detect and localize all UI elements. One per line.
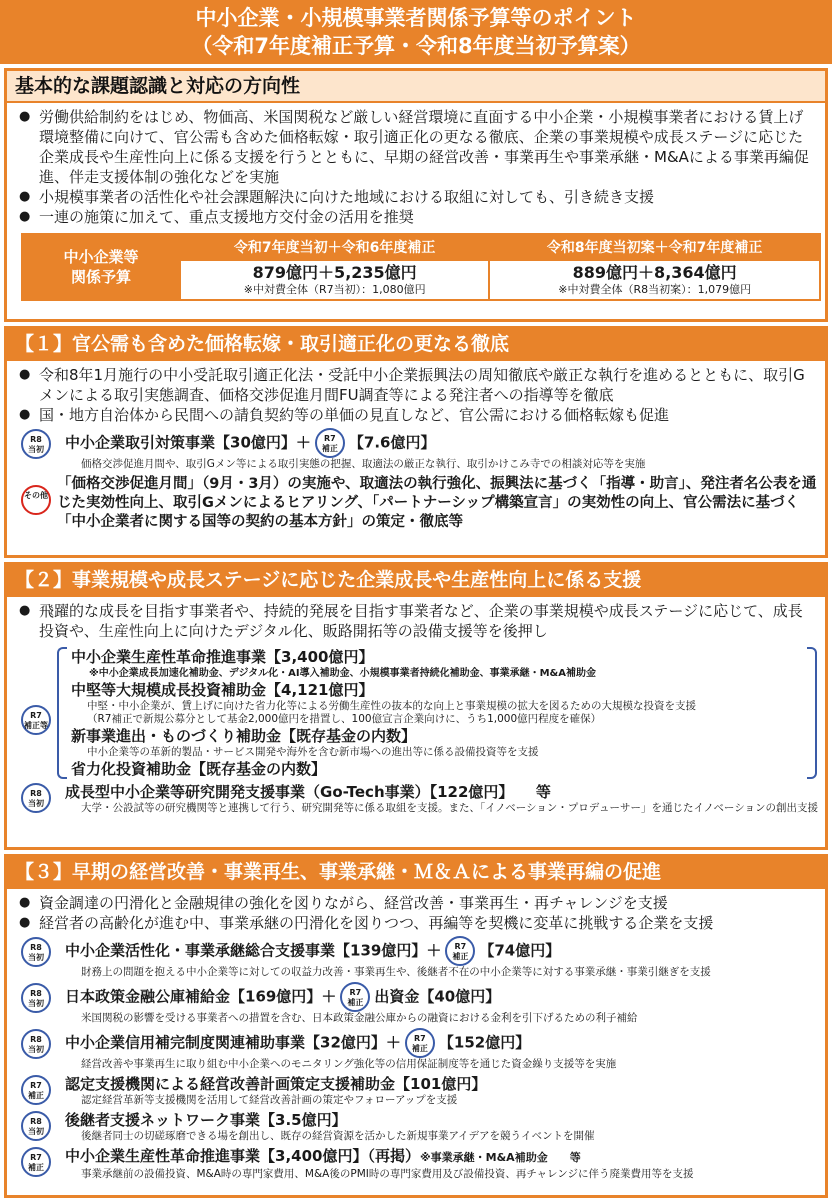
sec1-item-other (17, 475, 817, 532)
sec3-item-2 (17, 982, 817, 1025)
sec3-item-1-title-b: 【74億円】 (479, 941, 561, 960)
budget-col2-note: ※中対費全体（R8当初案）：1,079億円 (558, 283, 752, 296)
sec2-g1-note: ※中小企業成長加速化補助金、デジタル化・AI導入補助金、小規模事業者持続化補助金、事業承継・M&A補助金 (89, 668, 596, 679)
sec2-item-gotech-desc: 大学・公設試等の研究機関等と連携して行う、研究開発等に係る取組を支援。また、「イノベーション・プロデューサー」を通じたイノベーションの創出支援 (81, 802, 818, 814)
r8-badge-l1: R8 (30, 435, 42, 444)
budget-col2-head: 令和8年度当初案＋令和7年度補正 (489, 234, 820, 260)
r8-badge-l2: 当初 (28, 953, 44, 962)
r8-badge-l2: 当初 (28, 1045, 44, 1054)
sec3-item-3-desc: 経営改善や事業再生に取り組む中小企業へのモニタリング強化等の信用保証制度等を通じた資金繰り支援等を実施 (81, 1058, 617, 1070)
r7-badge-l1: R7 (324, 434, 336, 443)
r7-badge (315, 428, 345, 458)
page-title (0, 0, 832, 64)
r7-multi-badge-l1: R7 (30, 711, 42, 720)
budget-col1-head: 令和7年度当初＋令和6年度補正 (180, 234, 489, 260)
r7-badge (340, 982, 370, 1012)
sec2-bracket-group (17, 647, 817, 779)
sec3-item-6-title-main: 中小企業生産性革命推進事業【3,400億円】（再掲） (65, 1147, 420, 1165)
r8-badge (21, 429, 51, 459)
r7-badge-l1: R7 (454, 942, 467, 951)
sec2-item-gotech (17, 782, 817, 815)
budget-col2-cell (489, 260, 820, 300)
budget-col2-amount: 889億円＋8,364億円 (572, 263, 737, 282)
r8-badge-l1: R8 (30, 1035, 42, 1044)
r8-badge (21, 983, 51, 1013)
sec3-item-6-desc: 事業承継前の設備投資、M&A時の専門家費用、M&A後のPMI時の専門家費用及び設備投資、再チャレンジに伴う廃業費用等を支援 (81, 1168, 694, 1180)
sec3-item-6-note: ※事業承継・M&A補助金 等 (419, 1151, 581, 1164)
r7-multi-badge-l2: 補正等 (24, 721, 48, 730)
r7-badge (21, 1147, 51, 1177)
sec3-item-6 (17, 1146, 817, 1181)
r7-badge (405, 1028, 435, 1058)
page-title-line1: 中小企業・小規模事業者関係予算等のポイント (195, 6, 637, 30)
sec2-item-gotech-title: 成長型中小企業等研究開発支援事業（Go-Tech事業）【122億円】 等 (65, 783, 551, 801)
section-2-heading: 【２】事業規模や成長ステージに応じた企業成長や生産性向上に係る支援 (7, 565, 825, 597)
sec3-item-2-title-a: 日本政策金融公庫補給金【169億円】＋ (65, 987, 337, 1006)
budget-col1-amount: 879億円＋5,235億円 (252, 263, 417, 282)
r7-badge-l1: R7 (414, 1034, 426, 1043)
r7-badge-l2: 補正 (28, 1091, 44, 1100)
r8-badge (21, 937, 51, 967)
section-1 (4, 326, 828, 558)
sec2-g3-desc: 中小企業等の革新的製品・サービス開発や海外を含む新市場への進出等に係る設備投資等を支援 (87, 746, 539, 758)
r8-badge-l1: R8 (30, 943, 42, 952)
r7-badge-l2: 補正 (347, 998, 364, 1007)
sec3-item-3-title (65, 1028, 817, 1058)
sec3-item-1-desc: 財務上の問題を抱える中小企業等に対しての収益力改善・事業再生や、後継者不在の中小企業等に対する事業承継・事業引継ぎを支援 (81, 966, 711, 978)
r8-badge-l1: R8 (30, 989, 42, 998)
other-badge-l1: その他 (24, 491, 48, 500)
r7-badge-l2: 補正 (321, 444, 338, 453)
budget-table (21, 233, 821, 301)
basic-bullet-2: ● 小規模事業者の活性化や社会課題解決に向けた地域における取組に対しても、引き続き支援 (17, 187, 817, 207)
sec2-g4-title: 省力化投資補助金【既存基金の内数】 (71, 760, 327, 778)
budget-col1-note: ※中対費全体（R7当初）：1,080億円 (243, 283, 426, 296)
sec2-g2-desc1: 中堅・中小企業が、賃上げに向けた省力化等による労働生産性の抜本的な向上と事業規模の拡大を図るための大規模な投資を支援 (87, 700, 696, 712)
sec3-item-3-title-a: 中小企業信用補完制度関連補助事業【32億円】＋ (65, 1033, 401, 1052)
r8-badge-l2: 当初 (28, 999, 44, 1008)
r8-badge-l1: R8 (30, 1117, 42, 1126)
r8-badge-l2: 当初 (28, 799, 44, 808)
r7-badge (445, 936, 475, 966)
r7-badge-l1: R7 (349, 988, 362, 997)
sec3-item-6-title (65, 1146, 817, 1168)
r7-badge (21, 1075, 51, 1105)
sec1-other-text: 「価格交渉促進月間」（9月・3月）の実施や、取適法の執行強化、振興法に基づく「指導・助言」、発注者名公表を通じた実効性向上、取引Gメンによるヒアリング、「パートナーシップ構築宣言」の実効性の向上、官公需法に基づく「中小企業者に関する国等の契約の基本方針」の策定・徹底等 (57, 476, 817, 530)
sec3-item-1 (17, 936, 817, 979)
r7-badge-l2: 補正 (452, 952, 469, 961)
budget-col1-cell (180, 260, 489, 300)
sec3-item-1-title-a: 中小企業活性化・事業承継総合支援事業【139億円】＋ (65, 941, 442, 960)
section-2 (4, 562, 828, 850)
r8-badge (21, 1111, 51, 1141)
sec3-bullet-1: ● 資金調達の円滑化と金融規律の強化を図りながら、経営改善・事業再生・再チャレンジを支援 (17, 893, 817, 913)
r7-badge-l1: R7 (30, 1153, 42, 1162)
sec3-item-2-title-b: 出資金【40億円】 (374, 987, 501, 1006)
sec3-bullet-2: ● 経営者の高齢化が進む中、事業承継の円滑化を図りつつ、再編等を契機に変革に挑戦する企業を支援 (17, 913, 817, 933)
r7-badge-l2: 補正 (28, 1163, 44, 1172)
sec3-item-2-desc: 米国関税の影響を受ける事業者への措置を含む、日本政策金融公庫からの融資における金利を引下げるための利子補給 (81, 1012, 638, 1024)
sec1-bullet-2: ● 国・地方自治体から民間への請負契約等の単価の見直しなど、官公需における価格転嫁も促進 (17, 405, 817, 425)
sec3-item-4 (17, 1074, 817, 1107)
sec3-item-1-title (65, 936, 817, 966)
r7-multi-badge (21, 705, 51, 735)
section-3 (4, 854, 828, 1198)
other-badge (21, 485, 51, 515)
basic-bullet-3: ● 一連の施策に加えて、重点支援地方交付金の活用を推奨 (17, 207, 817, 227)
sec2-g1-title: 中小企業生産性革命推進事業【3,400億円】 (71, 648, 374, 666)
sec2-g2-desc2: （R7補正で新規公募分として基金2,000億円を措置し、100億宣言企業向けに、うち1,000億円程度を確保） (87, 713, 602, 725)
budget-row-head (22, 234, 180, 300)
sec3-item-3-title-b: 【152億円】 (438, 1033, 531, 1052)
r8-badge-l2: 当初 (28, 445, 44, 454)
basic-bullet-1: ● 労働供給制約をはじめ、物価高、米国関税など厳しい経営環境に直面する中小企業・小規模事業者における賃上げ環境整備に向けて、官公需も含めた価格転嫁・取引適正化の更なる徹底、企業の事業規模や成長ステージに応じた企業成長や生産性向上に係る支援を行うとともに、早期の経営改善・事業再生や事業承継・M&Aによる事業再編促進、伴走支援体制の強化などを実施 (17, 107, 817, 187)
section-3-heading: 【３】早期の経営改善・事業再生、事業承継・Ｍ＆Ａによる事業再編の促進 (7, 857, 825, 889)
sec3-item-2-title (65, 982, 817, 1012)
r8-badge (21, 1029, 51, 1059)
sec1-bullet-1: ● 令和8年1月施行の中小受託取引適正化法・受託中小企業振興法の周知徹底や厳正な執行を進めるとともに、取引Gメンによる取引実態調査、価格交渉促進月間FU調査等による発注者への指導等を徹底 (17, 365, 817, 405)
basic-section (4, 68, 828, 322)
sec3-item-4-title: 認定支援機関による経営改善計画策定支援補助金【101億円】 (65, 1075, 487, 1093)
sec1-item-trade-title (65, 428, 817, 458)
sec3-item-5-title: 後継者支援ネットワーク事業【3.5億円】 (65, 1111, 347, 1129)
sec1-item-trade-title-a: 中小企業取引対策事業【30億円】＋ (65, 433, 311, 452)
basic-heading: 基本的な課題認識と対応の方向性 (7, 71, 825, 103)
section-1-heading: 【１】官公需も含めた価格転嫁・取引適正化の更なる徹底 (7, 329, 825, 361)
sec3-item-4-desc: 認定経営革新等支援機関を活用して経営改善計画の策定やフォローアップを支援 (81, 1094, 458, 1106)
sec2-g2-title: 中堅等大規模成長投資補助金【4,121億円】 (71, 681, 374, 699)
r7-badge-l1: R7 (30, 1081, 42, 1090)
sec3-item-3 (17, 1028, 817, 1071)
sec2-bullet-1: ● 飛躍的な成長を目指す事業者や、持続的発展を目指す事業者など、企業の事業規模や成長ステージに応じて、成長投資や、生産性向上に向けたデジタル化、販路開拓等の設備支援等を後押し (17, 601, 817, 641)
sec3-item-5-desc: 後継者同士の切磋琢磨できる場を創出し、既存の経営資源を活かした新規事業アイデアを競うイベントを開催 (81, 1130, 595, 1142)
r8-badge (21, 783, 51, 813)
r8-badge-l1: R8 (30, 789, 42, 798)
budget-row-head-text: 中小企業等 関係予算 (63, 248, 139, 286)
sec1-item-trade-title-b: 【7.6億円】 (348, 433, 436, 452)
sec3-item-5 (17, 1110, 817, 1143)
sec1-item-trade-desc: 価格交渉促進月間や、取引Gメン等による取引実態の把握、取適法の厳正な執行、取引かけこみ寺での相談対応等を実施 (81, 458, 646, 470)
sec2-g3-title: 新事業進出・ものづくり補助金【既存基金の内数】 (71, 727, 417, 745)
r7-badge-l2: 補正 (411, 1044, 428, 1053)
r8-badge-l2: 当初 (28, 1127, 44, 1136)
page-title-line2: （令和7年度補正予算・令和8年度当初予算案） (191, 34, 641, 58)
sec1-item-trade (17, 428, 817, 471)
